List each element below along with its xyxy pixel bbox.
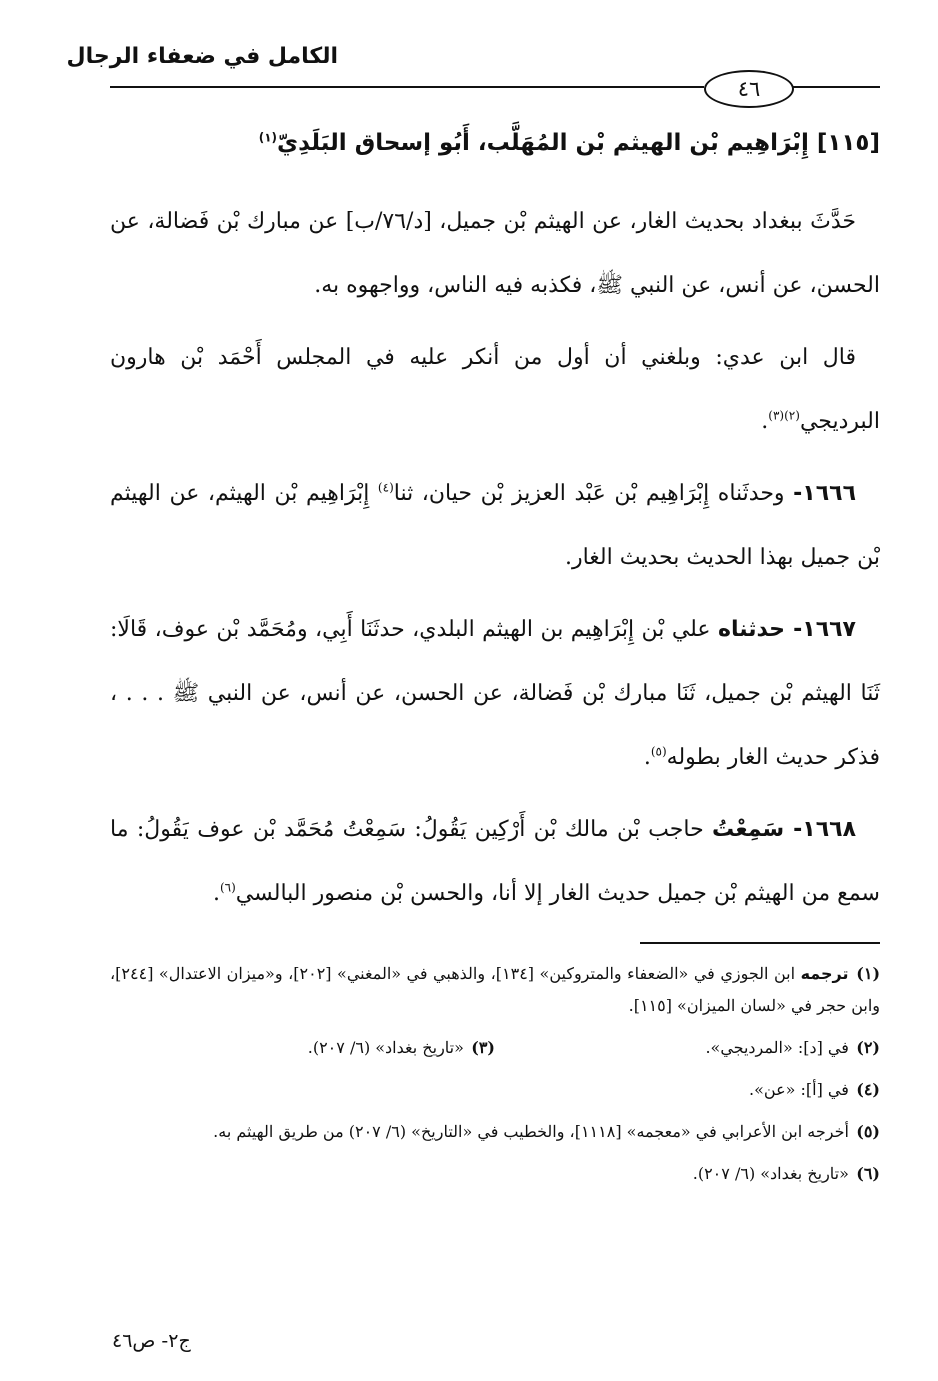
footnote-number: (٤) bbox=[856, 1080, 880, 1099]
paragraph bbox=[110, 190, 880, 318]
entry-heading bbox=[258, 130, 880, 156]
footnote-ref: (٢)(٣) bbox=[768, 408, 800, 423]
footnote-number: (٢) bbox=[856, 1038, 880, 1057]
paragraph-text: حاجب بْن مالك بْن أَرْكِين يَقُولُ: سَمِعْتُ مُحَمَّد بْن عوف يَقُولُ: ما سمع من الهيثم بْن جميل حديث الغار إلا أنا، والحسن بْن منصور البالسي bbox=[110, 817, 880, 906]
paragraph-end: . bbox=[212, 881, 220, 906]
footnote-ref: (٤) bbox=[377, 480, 394, 495]
footnote-text: في [أ]: «عن». bbox=[749, 1080, 849, 1099]
hadith-number: ١٦٦٨- bbox=[793, 817, 857, 842]
footnote-ref: (٥) bbox=[650, 744, 667, 759]
hadith-paragraph bbox=[110, 798, 880, 926]
footnote-4 bbox=[110, 1074, 880, 1106]
footnote-keyword: ترجمه bbox=[800, 964, 849, 983]
running-header-title: الكامل في ضعفاء الرجال bbox=[66, 44, 338, 69]
hadith-paragraph bbox=[110, 462, 880, 590]
hadith-number: ١٦٦٧- bbox=[793, 617, 856, 642]
hadith-number: ١٦٦٦- bbox=[793, 481, 857, 506]
footnote-row bbox=[110, 1032, 880, 1074]
footnote-number: (٥) bbox=[856, 1122, 880, 1141]
header-rule bbox=[110, 86, 704, 88]
narration-keyword: حدثناه bbox=[717, 617, 794, 642]
footnote-number: (١) bbox=[856, 964, 881, 983]
footnote-separator bbox=[640, 942, 880, 944]
footnote-5 bbox=[110, 1116, 880, 1148]
footnote-text: أخرجه ابن الأعرابي في «معجمه» [١١١٨]، والخطيب في «التاريخ» (٦/ ٢٠٧) من طريق الهيثم به. bbox=[213, 1122, 849, 1141]
footnote-text: «تاريخ بغداد» (٦/ ٢٠٧). bbox=[307, 1038, 464, 1057]
paragraph-text: وحدثَناه إِبْرَاهِيم بْن عَبْد العزيز بْن حيان، ثنا bbox=[393, 481, 794, 506]
footnotes bbox=[110, 958, 880, 1200]
hadith-paragraph bbox=[110, 598, 880, 790]
footnote-number: (٦) bbox=[856, 1164, 880, 1183]
paragraph-text: حَدَّثَ ببغداد بحديث الغار، عن الهيثم بْن جميل، [د/٧٦/ب] عن مبارك بْن فَضالة، عن الحسن، عن أنس، عن النبي ﷺ، فكذبه فيه الناس، وواجهوه به. bbox=[110, 209, 880, 298]
footnote-text: في [د]: «المرديجي». bbox=[705, 1038, 849, 1057]
header-rule-right bbox=[790, 86, 880, 88]
footnote-text: ابن الجوزي في «الضعفاء والمتروكين» [١٣٤]، والذهبي في «المغني» [٢٠٢]، و«ميزان الاعتدال» [٢٤٤]، وابن حجر في «لسان الميزان» [١١٥]. bbox=[110, 964, 880, 1015]
paragraph bbox=[110, 326, 880, 454]
footnote-text: «تاريخ بغداد» (٦/ ٢٠٧). bbox=[692, 1164, 849, 1183]
paragraph-end: . bbox=[643, 745, 651, 770]
main-text bbox=[110, 190, 880, 926]
entry-heading-text: [١١٥] إِبْرَاهِيم بْن الهيثم بْن المُهَلَّب، أَبُو إسحاق البَلَدِيّ bbox=[277, 130, 880, 156]
footnote-3 bbox=[110, 1032, 495, 1064]
paragraph-text: إِبْرَاهِيم بْن الهيثم، عن الهيثم بْن جميل بهذا الحديث بحديث الغار. bbox=[110, 481, 880, 570]
footnote-6 bbox=[110, 1158, 880, 1190]
footnote-number: (٣) bbox=[471, 1038, 495, 1057]
paragraph-text: قال ابن عدي: وبلغني أن أول من أنكر عليه في المجلس أَحْمَد بْن هارون البرديجي bbox=[110, 345, 880, 434]
footnote-2 bbox=[495, 1032, 880, 1064]
paragraph-end: . bbox=[761, 409, 769, 434]
paragraph-text: علي بْن إِبْرَاهِيم بن الهيثم البلدي، حدثَنَا أَبِي، ومُحَمَّد بْن عوف، قَالَا: ثَنَا الهيثم بْن جميل، ثَنَا مبارك بْن فَضالة، عن الحسن، عن أنس، عن النبي ﷺ . . . ، فذكر حديث الغار بطوله bbox=[110, 617, 880, 770]
footnote-ref: (١) bbox=[258, 130, 278, 145]
footnote-1 bbox=[110, 958, 880, 1022]
footnote-ref: (٦) bbox=[219, 880, 236, 895]
page-footer-reference: ج٢- ص٤٦ bbox=[112, 1330, 191, 1352]
page-number-badge: ٤٦ bbox=[704, 70, 794, 108]
narration-keyword: سَمِعْتُ bbox=[712, 817, 794, 842]
